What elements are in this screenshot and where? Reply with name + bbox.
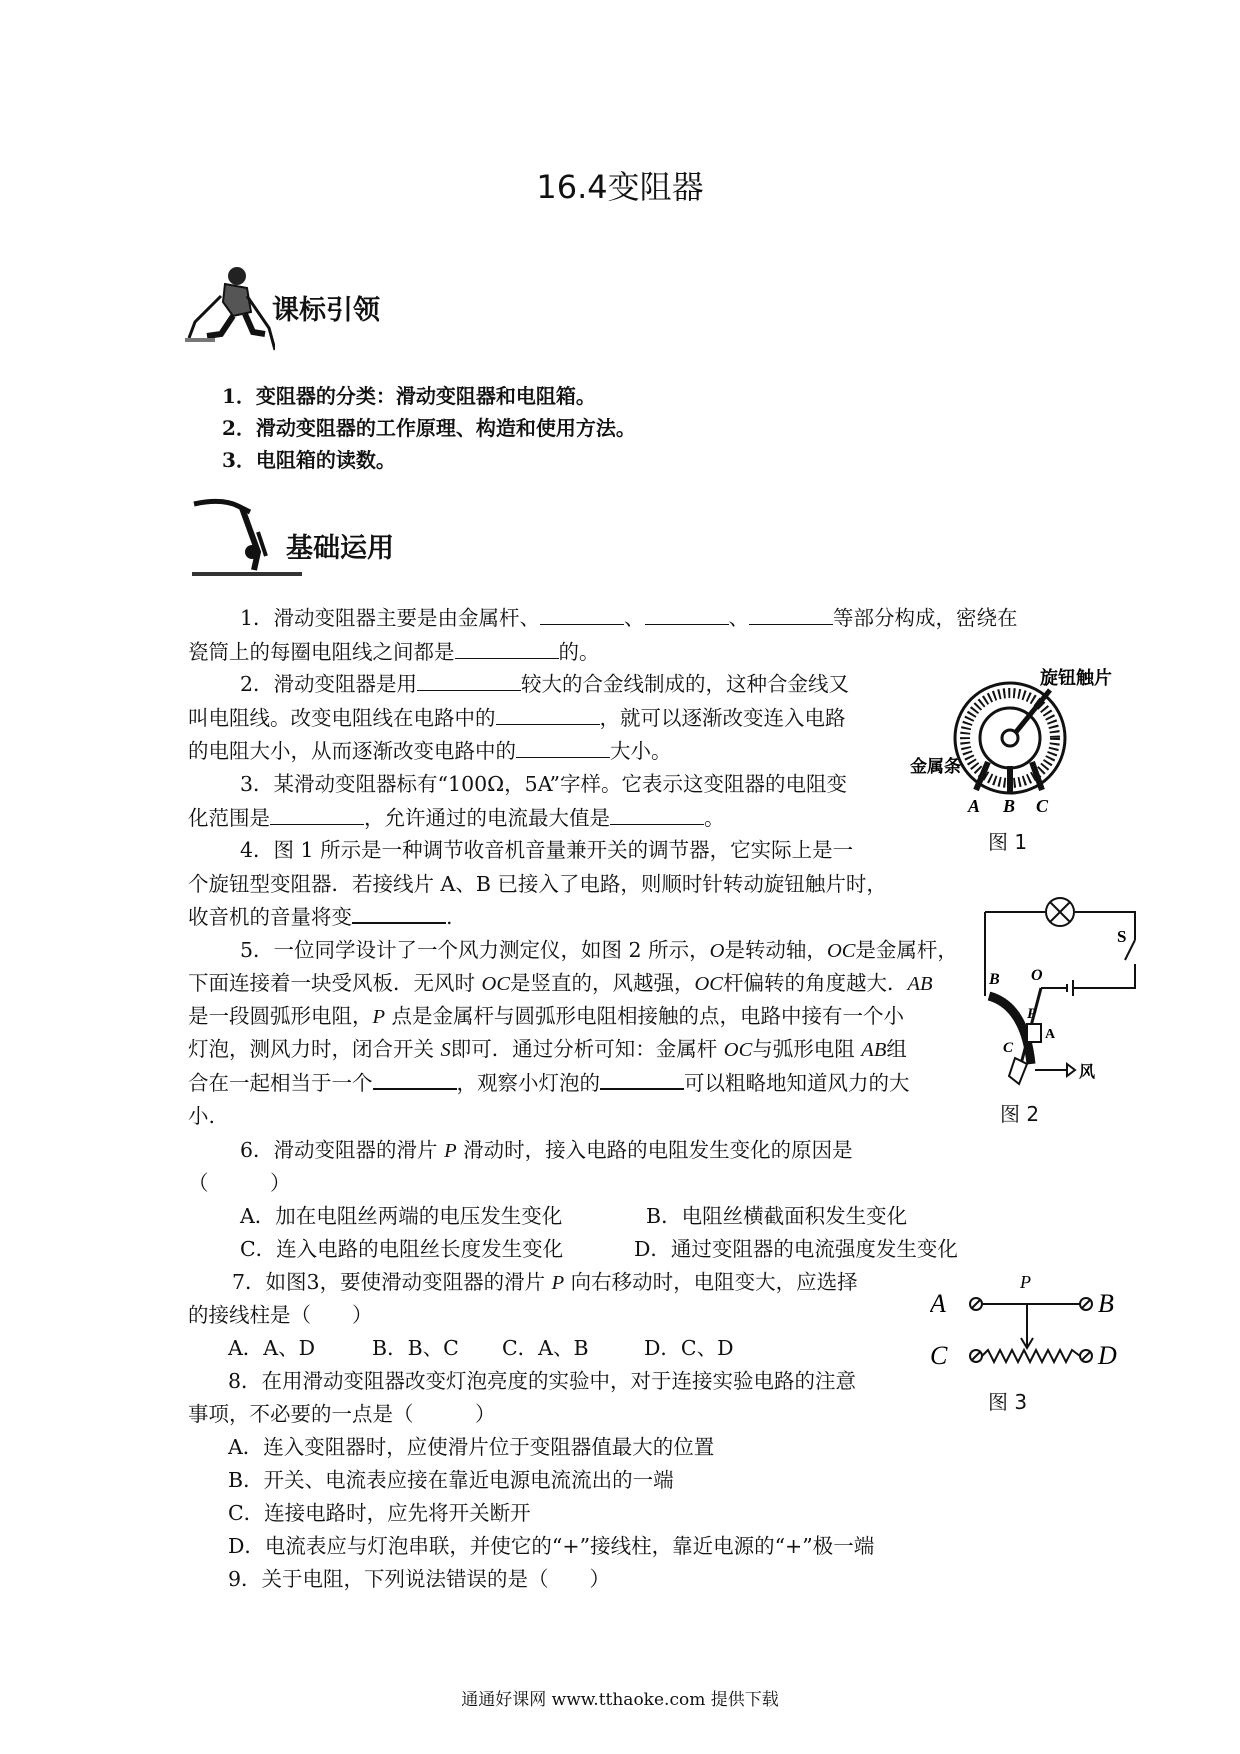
question-8-option-b[interactable]: B．开关、电流表应接在靠近电源电流流出的一端 [228,1468,674,1492]
question-7-stem: 7．如图3，要使滑动变阻器的滑片 P 向右移动时，电阻变大，应选择 [232,1270,858,1294]
question-5-line-5: 合在一起相当于一个 ，观察小灯泡的 可以粗略地知道风力的大 [188,1067,910,1100]
question-2-line-2: 叫电阻线。改变电阻线在电路中的 ，就可以逐渐改变连入电路 [188,706,846,730]
answer-blank[interactable] [600,1068,684,1090]
question-6-option-b[interactable]: B．电阻丝横截面积发生变化 [646,1204,908,1228]
answer-blank[interactable] [496,704,600,725]
svg-text:P: P [1027,1006,1037,1022]
svg-text:C: C [1003,1040,1014,1056]
question-8-stem: 8．在用滑动变阻器改变灯泡亮度的实验中，对于连接实验电路的注意 [228,1369,857,1393]
figure-2-wind-meter [975,888,1145,1088]
answer-blank[interactable] [352,902,446,924]
section-standards-heading: 课标引领 [272,295,380,326]
svg-text:P: P [1020,1272,1031,1292]
objective-item: 1．变阻器的分类：滑动变阻器和电阻箱。 [222,384,596,408]
answer-blank[interactable] [610,804,704,825]
fig1-strip-label: 金属条 [910,757,961,776]
svg-text:A: A [1045,1027,1056,1042]
question-6-option-a[interactable]: A．加在电阻丝两端的电压发生变化 [240,1204,563,1228]
svg-text:A: A [930,1289,946,1318]
question-6-stem: 6．滑动变阻器的滑片 P 滑动时，接入电路的电阻发生变化的原因是 [240,1138,853,1162]
question-4-line-3: 收音机的音量将变 . [188,901,453,934]
question-6-paren: （ ） [188,1171,291,1195]
svg-text:O: O [1031,967,1043,984]
question-5-line-1: 5．一位同学设计了一个风力测定仪，如图 2 所示，O是转动轴，OC是金属杆， [240,938,958,962]
svg-text:B: B [1003,796,1016,816]
question-6-option-c[interactable]: C．连入电路的电阻丝长度发生变化 [240,1237,564,1261]
figure-1-caption: 图 1 [988,830,1028,854]
question-1-line-2: 瓷筒上的每圈电阻线之间都是 的。 [188,640,600,664]
answer-blank[interactable] [417,670,521,691]
question-1-line-1: 1．滑动变阻器主要是由金属杆、 、 、 等部分构成，密绕在 [240,606,1018,630]
answer-blank[interactable] [645,604,729,625]
question-6-option-d[interactable]: D．通过变阻器的电流强度发生变化 [634,1237,958,1261]
answer-blank[interactable] [540,604,624,625]
question-4-line-2: 个旋钮型变阻器．若接线片 A、B 已接入了电路，则顺时针转动旋钮触片时， [188,872,887,896]
svg-text:B: B [1098,1289,1114,1318]
svg-text:S: S [1117,927,1127,946]
question-3-line-1: 3．某滑动变阻器标有“100Ω，5A”字样。它表示这变阻器的电阻变 [240,772,847,796]
question-7-option-a[interactable]: A．A、D [228,1336,316,1360]
question-5-line-2: 下面连接着一块受风板．无风时 OC是竖直的，风越强，OC杆偏转的角度越大．AB [188,971,933,995]
question-5-line-4: 灯泡，测风力时，闭合开关 S即可．通过分析可知：金属杆 OC与弧形电阻 AB组 [188,1037,907,1061]
figure-3-slide-rheostat [930,1270,1140,1370]
svg-text:B: B [989,971,1000,988]
answer-blank[interactable] [749,604,833,625]
question-8-option-c[interactable]: C．连接电路时，应先将开关断开 [228,1501,531,1525]
objective-item: 3．电阻箱的读数。 [222,448,396,472]
figure-2-caption: 图 2 [1000,1102,1040,1126]
question-8-stem-2: 事项，不必要的一点是（ ） [188,1402,496,1426]
question-7-option-d[interactable]: D．C、D [644,1336,734,1360]
answer-blank[interactable] [455,638,559,659]
page-footer: 通通好课网 www.tthaoke.com 提供下载 [461,1690,779,1710]
question-2-line-3: 的电阻大小，从而逐渐改变电路中的 大小。 [188,739,672,763]
question-7-stem-2: 的接线柱是（ ） [188,1303,373,1327]
svg-text:C: C [1036,796,1049,816]
question-2-line-1: 2．滑动变阻器是用 较大的合金线制成的，这种合金线又 [240,672,850,696]
answer-blank[interactable] [373,1068,457,1090]
question-9-stem: 9．关于电阻，下列说法错误的是（ ） [228,1567,611,1591]
svg-text:风: 风 [1079,1064,1096,1081]
question-5-line-6: 小. [188,1104,216,1128]
svg-text:C: C [930,1341,948,1370]
question-8-option-d[interactable]: D．电流表应与灯泡串联，并使它的“+”接线柱，靠近电源的“+”极一端 [228,1534,875,1558]
svg-text:A: A [968,796,981,816]
question-3-line-2: 化范围是 ，允许通过的电流最大值是 。 [188,806,725,830]
page-title: 16.4变阻器 [536,168,704,206]
section-basics-heading: 基础运用 [286,533,394,564]
question-7-option-c[interactable]: C．A、B [502,1336,589,1360]
hockey-player-icon [185,262,275,352]
question-8-option-a[interactable]: A．连入变阻器时，应使滑片位于变阻器值最大的位置 [228,1435,715,1459]
fig1-knob-label: 旋钮触片 [1040,668,1112,688]
question-7-option-b[interactable]: B．B、C [372,1336,459,1360]
answer-blank[interactable] [270,804,364,825]
figure-1-rotary-rheostat [910,666,1140,816]
figure-3-caption: 图 3 [988,1390,1028,1414]
svg-text:D: D [1098,1341,1117,1370]
question-4-line-1: 4．图 1 所示是一种调节收音机音量兼开关的调节器，它实际上是一 [240,838,854,862]
question-5-line-3: 是一段圆弧形电阻，P 点是金属杆与圆弧形电阻相接触的点，电路中接有一个小 [188,1004,905,1028]
objective-item: 2．滑动变阻器的工作原理、构造和使用方法。 [222,416,636,440]
answer-blank[interactable] [516,737,610,758]
